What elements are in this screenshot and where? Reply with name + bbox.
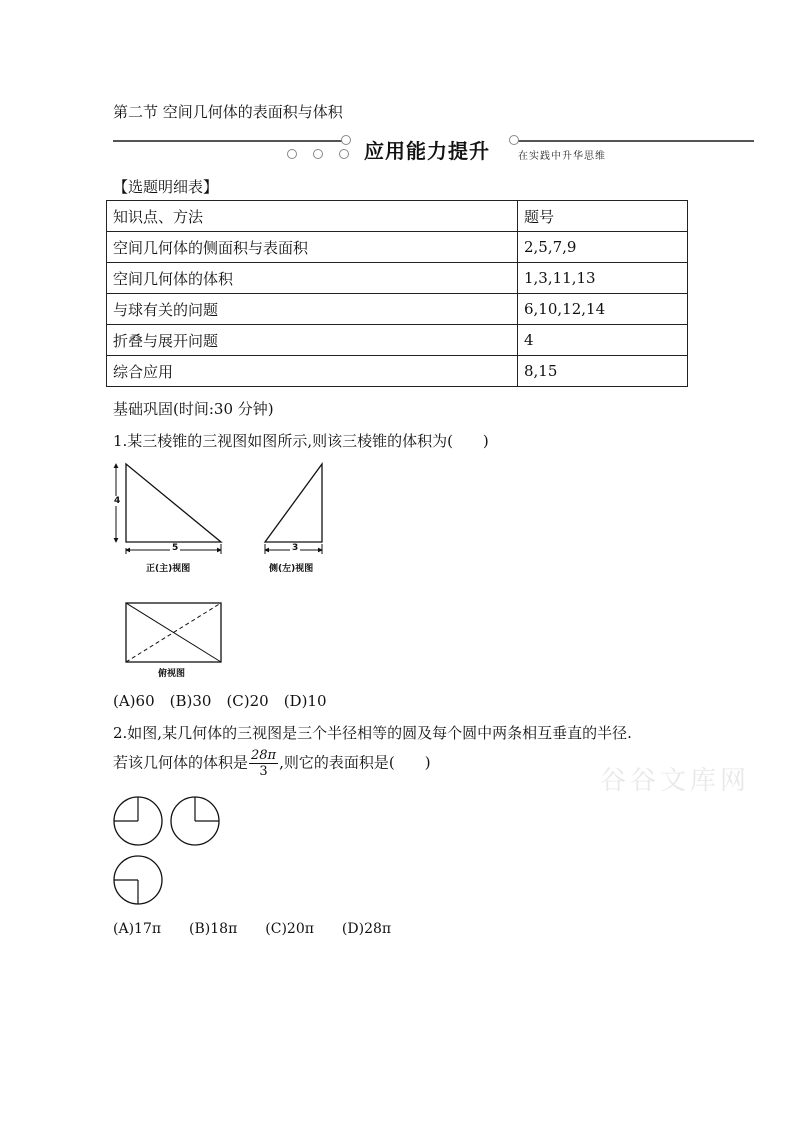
top-view-caption: 俯视图	[158, 669, 186, 679]
table-cell: 4	[518, 325, 688, 356]
front-height-label: 4	[114, 496, 121, 506]
fraction-denominator: 3	[259, 764, 268, 779]
banner-ornament-circle	[509, 135, 519, 145]
top-view	[126, 603, 221, 662]
front-width-label: 5	[172, 543, 179, 553]
watermark: 谷谷文库网	[600, 766, 751, 796]
front-view	[116, 464, 221, 554]
side-width-label: 3	[292, 543, 299, 553]
front-view-caption: 正(主)视图	[146, 564, 191, 574]
front-view-triangle	[126, 464, 221, 542]
table-label: 【选题明细表】	[113, 178, 219, 196]
front-view-circle	[114, 797, 162, 845]
table-header-cell: 知识点、方法	[107, 201, 518, 232]
table-header-cell: 题号	[518, 201, 688, 232]
section-title: 第二节 空间几何体的表面积与体积	[113, 103, 343, 121]
banner-dot-circle	[287, 149, 297, 159]
banner-ornament-circle	[341, 135, 351, 145]
banner-dot-circle	[313, 149, 323, 159]
fraction-numerator: 28π	[251, 748, 277, 763]
table-cell: 综合应用	[107, 356, 518, 387]
volume-fraction	[249, 748, 278, 779]
banner-rule-right	[513, 140, 754, 142]
table-cell: 与球有关的问题	[107, 294, 518, 325]
table-cell: 1,3,11,13	[518, 263, 688, 294]
banner-rule-left	[113, 140, 345, 142]
side-view-triangle	[265, 464, 322, 542]
question-2-stem-before: 若该几何体的体积是	[113, 753, 249, 772]
banner-title: 应用能力提升	[364, 139, 490, 163]
table-cell: 2,5,7,9	[518, 232, 688, 263]
question-2-stem-line-2	[113, 748, 431, 779]
table-row	[107, 232, 688, 263]
top-view-circle	[114, 856, 162, 904]
table-cell: 8,15	[518, 356, 688, 387]
topic-detail-table	[106, 200, 688, 387]
side-view-circle	[171, 797, 219, 845]
table-row	[107, 294, 688, 325]
banner-dot-circle	[339, 149, 349, 159]
table-cell: 折叠与展开问题	[107, 325, 518, 356]
question-2-stem-line-1: 2.如图,某几何体的三视图是三个半径相等的圆及每个圆中两条相互垂直的半径.	[113, 724, 632, 742]
question-2-three-views-figure	[106, 796, 226, 908]
question-2-stem-after: ,则它的表面积是( )	[279, 753, 431, 772]
table-header-row	[107, 201, 688, 232]
question-1-stem: 1.某三棱锥的三视图如图所示,则该三棱锥的体积为( )	[113, 432, 489, 450]
side-view	[265, 464, 322, 554]
banner-subtitle: 在实践中升华思维	[518, 151, 606, 162]
side-view-caption: 侧(左)视图	[269, 564, 314, 574]
table-cell: 空间几何体的侧面积与表面积	[107, 232, 518, 263]
question-1-options: (A)60 (B)30 (C)20 (D)10	[113, 692, 327, 710]
table-row	[107, 356, 688, 387]
question-2-options: (A)17π (B)18π (C)20π (D)28π	[113, 921, 392, 937]
table-cell: 6,10,12,14	[518, 294, 688, 325]
section-heading: 基础巩固(时间:30 分钟)	[113, 400, 274, 418]
table-row	[107, 263, 688, 294]
table-row	[107, 325, 688, 356]
table-cell: 空间几何体的体积	[107, 263, 518, 294]
